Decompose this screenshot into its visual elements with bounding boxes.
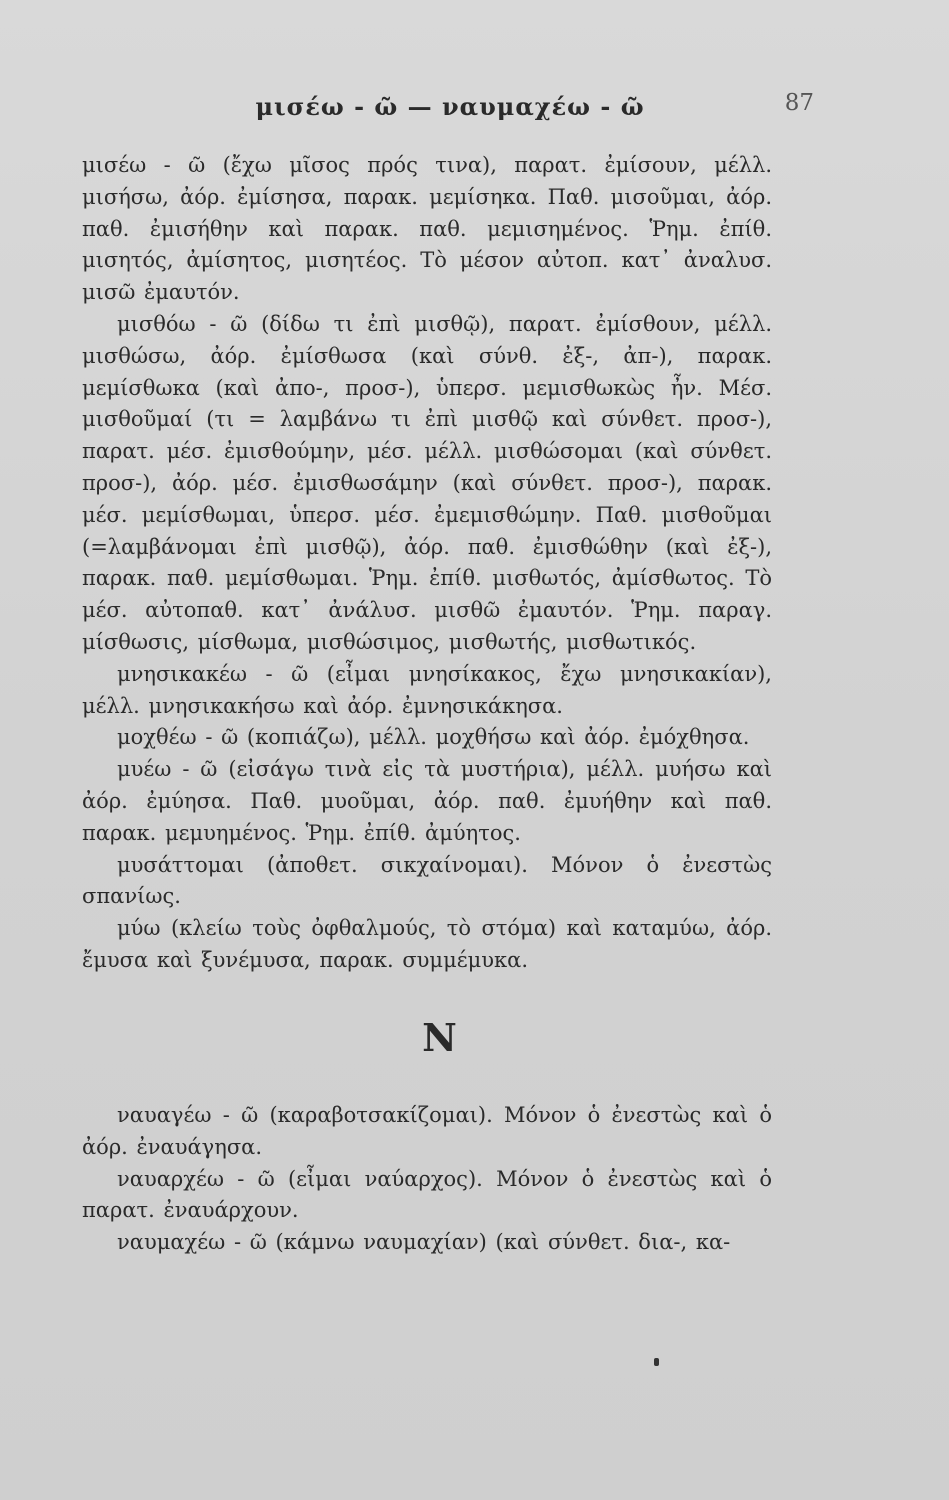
section-letter: Ν <box>422 1015 458 1060</box>
dictionary-entry: μύω (κλείω τοὺς ὀφθαλμούς, τὸ στόμα) καὶ καταμύω, ἀόρ. ἔμυσα καὶ ξυνέμυσα, παρακ. συμμέμυκα. <box>82 916 772 972</box>
dictionary-entry: μυέω - ῶ (εἰσάγω τινὰ εἰς τὰ μυστήρια), μέλλ. μυήσω καὶ ἀόρ. ἐμύησα. Παθ. μυοῦμαι, ἀόρ. παθ. ἐμυήθην καὶ παθ. παρακ. μεμυημένος. Ῥημ. ἐπίθ. ἀμύητος. <box>82 757 772 845</box>
entries-m-block <box>82 150 772 977</box>
dictionary-entry: μοχθέω - ῶ (κοπιάζω), μέλλ. μοχθήσω καὶ ἀόρ. ἐμόχθησα. <box>117 725 750 750</box>
ink-speck <box>654 1358 659 1366</box>
entries-n-block <box>82 1100 772 1259</box>
running-head: μισέω - ῶ — ναυμαχέω - ῶ <box>255 92 645 121</box>
dictionary-entry: ναυαρχέω - ῶ (εἶμαι ναύαρχος). Μόνον ὁ ἐνεστὼς καὶ ὁ παρατ. ἐναυάρχουν. <box>82 1166 772 1223</box>
dictionary-entry: μνησικακέω - ῶ (εἶμαι μνησίκακος, ἔχω μνησικακίαν), μέλλ. μνησικακήσω καὶ ἀόρ. ἐμνησικάκησα. <box>82 661 772 718</box>
dictionary-entry: ναυμαχέω - ῶ (κάμνω ναυμαχίαν) (καὶ σύνθετ. δια-, κα- <box>117 1230 731 1255</box>
dictionary-entry: ναυαγέω - ῶ (καραβοτσακίζομαι). Μόνον ὁ ἐνεστὼς καὶ ὁ ἀόρ. ἐναυάγησα. <box>82 1103 772 1159</box>
dictionary-entry: μισθόω - ῶ (δίδω τι ἐπὶ μισθῷ), παρατ. ἐμίσθουν, μέλλ. μισθώσω, ἀόρ. ἐμίσθωσα (καὶ σύνθ. ἐξ-, ἀπ-), παρακ. μεμίσθωκα (καὶ ἀπο-, προσ-), ὑπερσ. μεμισθωκὼς ἦν. Μέσ. μισθοῦμαί (τι = λαμβάνω τι ἐπὶ μισθῷ καὶ σύνθετ. προσ-), παρατ. μέσ. ἐμισθούμην, μέσ. μέλλ. μισθώσομαι (καὶ σύνθετ. προσ-), ἀόρ. μέσ. ἐμισθωσάμην (καὶ σύνθετ. προσ-), παρακ. μέσ. μεμίσθωμαι, ὑπερσ. μέσ. ἐμεμισθώμην. Παθ. μισθοῦμαι (=λαμβάνομαι ἐπὶ μισθῷ), ἀόρ. παθ. ἐμισθώθην (καὶ ἐξ-), παρακ. παθ. μεμίσθωμαι. Ῥημ. ἐπίθ. μισθωτός, ἀμίσθωτος. Τὸ μέσ. αὐτοπαθ. κατ᾽ ἀνάλυσ. μισθῶ ἐμαυτόν. Ῥημ. παραγ. μίσθωσις, μίσθωμα, μισθώσιμος, μισθωτής, μισθωτικός. <box>82 311 772 654</box>
dictionary-entry: μισέω - ῶ (ἔχω μῖσος πρός τινα), παρατ. ἐμίσουν, μέλλ. μισήσω, ἀόρ. ἐμίσησα, παρακ. μεμίσηκα. Παθ. μισοῦμαι, ἀόρ. παθ. ἐμισήθην καὶ παρακ. παθ. μεμισημένος. Ῥημ. ἐπίθ. μισητός, ἀμίσητος, μισητέος. Τὸ μέσον αὐτοπ. κατ᾽ ἀναλυσ. μισῶ ἐμαυτόν. <box>82 153 772 305</box>
page-number: 87 <box>784 90 814 116</box>
dictionary-entry: μυσάττομαι (ἀποθετ. σικχαίνομαι). Μόνον ὁ ἐνεστὼς σπανίως. <box>82 852 772 909</box>
